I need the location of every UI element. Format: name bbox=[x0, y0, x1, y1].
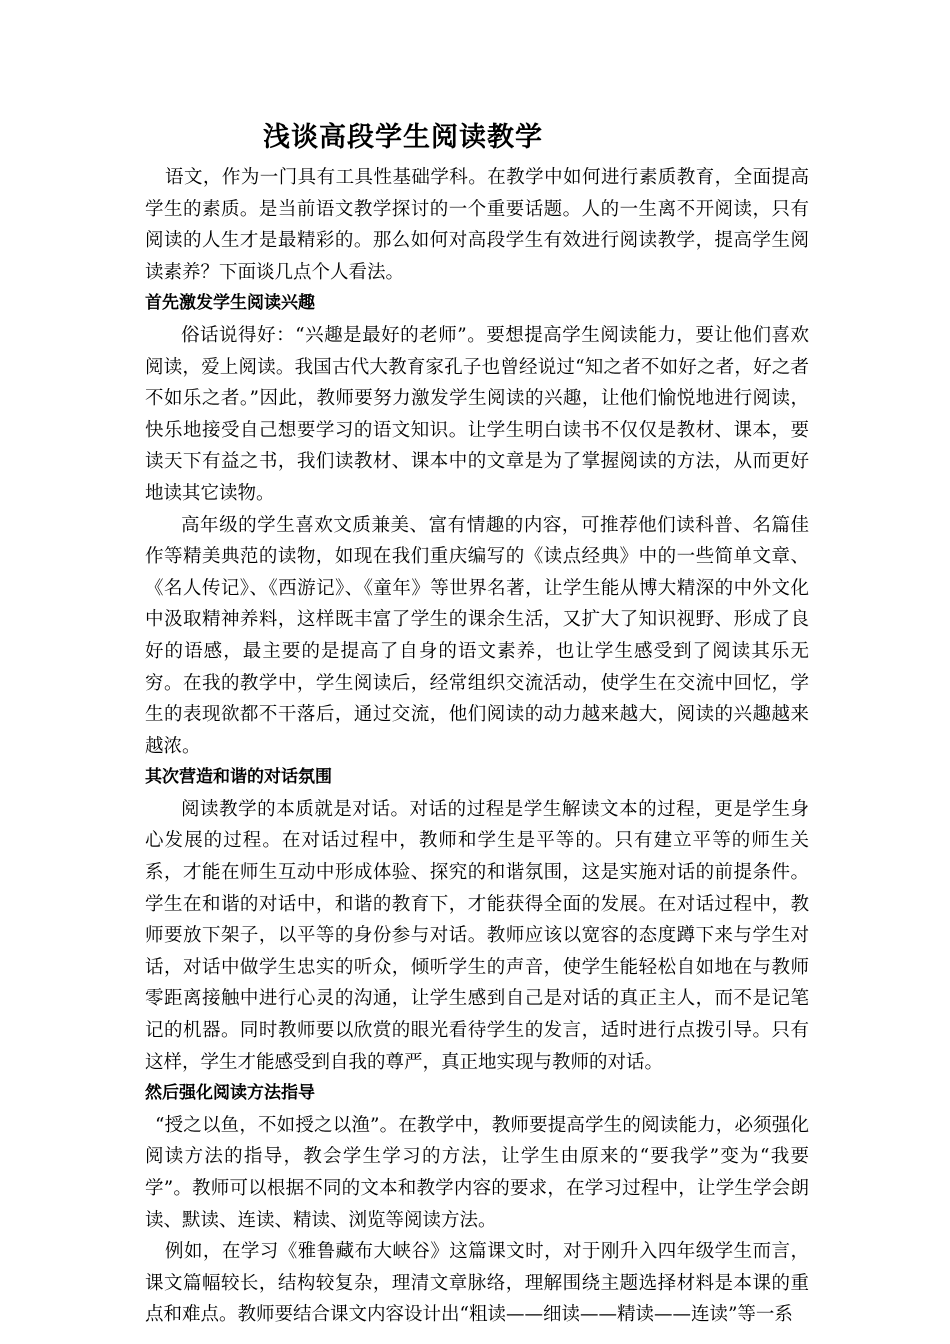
document-page bbox=[145, 118, 809, 1331]
section-3-paragraph-2: 例如，在学习《雅鲁藏布大峡谷》这篇课文时，对于刚升入四年级学生而言，课文篇幅较长，结构较复杂，理清文章脉络，理解围绕主题选择材料是本课的重点和难点。教师要结合课文内容设计出“粗读——细读——精读——连读”等一系 bbox=[145, 1241, 809, 1326]
section-3-paragraph-1: “授之以鱼，不如授之以渔”。在教学中，教师要提高学生的阅读能力，必须强化阅读方法的指导，教会学生学习的方法，让学生由原来的“要我学”变为“我要学”。教师可以根据不同的文本和教学内容的要求，在学习过程中，让学生学会朗读、默读、连读、精读、浏览等阅读方法。 bbox=[145, 1114, 809, 1231]
section-heading-2: 其次营造和谐的对话氛围 bbox=[145, 767, 332, 788]
section-1-paragraph-2: 高年级的学生喜欢文质兼美、富有情趣的内容，可推荐他们读科普、名篇佳作等精美典范的读物，如现在我们重庆编写的《读点经典》中的一些简单文章、《名人传记》、《西游记》、《童年》等世界名著，让学生能从博大精深的中外文化中汲取精神养料，这样既丰富了学生的课余生活，又扩大了知识视野、形成了良好的语感，最主要的是提高了自身的语文素养，也让学生感受到了阅读其乐无穷。在我的教学中，学生阅读后，经常组织交流活动，使学生在交流中回忆，学生的表现欲都不干落后，通过交流，他们阅读的动力越来越大，阅读的兴趣越来越浓。 bbox=[145, 514, 809, 757]
intro-paragraph: 语文，作为一门具有工具性基础学科。在教学中如何进行素质教育，全面提高学生的素质。是当前语文教学探讨的一个重要话题。人的一生离不开阅读，只有阅读的人生才是最精彩的。那么如何对高段学生有效进行阅读教学，提高学生阅读素养？下面谈几点个人看法。 bbox=[145, 167, 809, 283]
document-title: 浅谈高段学生阅读教学 bbox=[263, 122, 543, 153]
section-heading-3: 然后强化阅读方法指导 bbox=[145, 1083, 315, 1104]
section-2-paragraph-1: 阅读教学的本质就是对话。对话的过程是学生解读文本的过程，更是学生身心发展的过程。在对话过程中，教师和学生是平等的。只有建立平等的师生关系，才能在师生互动中形成体验、探究的和谐氛围，这是实施对话的前提条件。学生在和谐的对话中，和谐的教育下，才能获得全面的发展。在对话过程中，教师要放下架子，以平等的身份参与对话。教师应该以宽容的态度蹲下来与学生对话，对话中做学生忠实的听众，倾听学生的声音，使学生能轻松自如地在与教师零距离接触中进行心灵的沟通，让学生感到自己是对话的真正主人，而不是记笔记的机器。同时教师要以欣赏的眼光看待学生的发言，适时进行点拨引导。只有这样，学生才能感受到自我的尊严，真正地实现与教师的对话。 bbox=[145, 798, 809, 1073]
section-heading-1: 首先激发学生阅读兴趣 bbox=[145, 293, 315, 314]
section-1-paragraph-1: 俗话说得好：“兴趣是最好的老师”。要想提高学生阅读能力，要让他们喜欢阅读，爱上阅读。我国古代大教育家孔子也曾经说过“知之者不如好之者，好之者不如乐之者。”因此，教师要努力激发学生阅读的兴趣，让他们愉悦地进行阅读，快乐地接受自己想要学习的语文知识。让学生明白读书不仅仅是教材、课本，要读天下有益之书，我们读教材、课本中的文章是为了掌握阅读的方法，从而更好地读其它读物。 bbox=[145, 324, 809, 504]
